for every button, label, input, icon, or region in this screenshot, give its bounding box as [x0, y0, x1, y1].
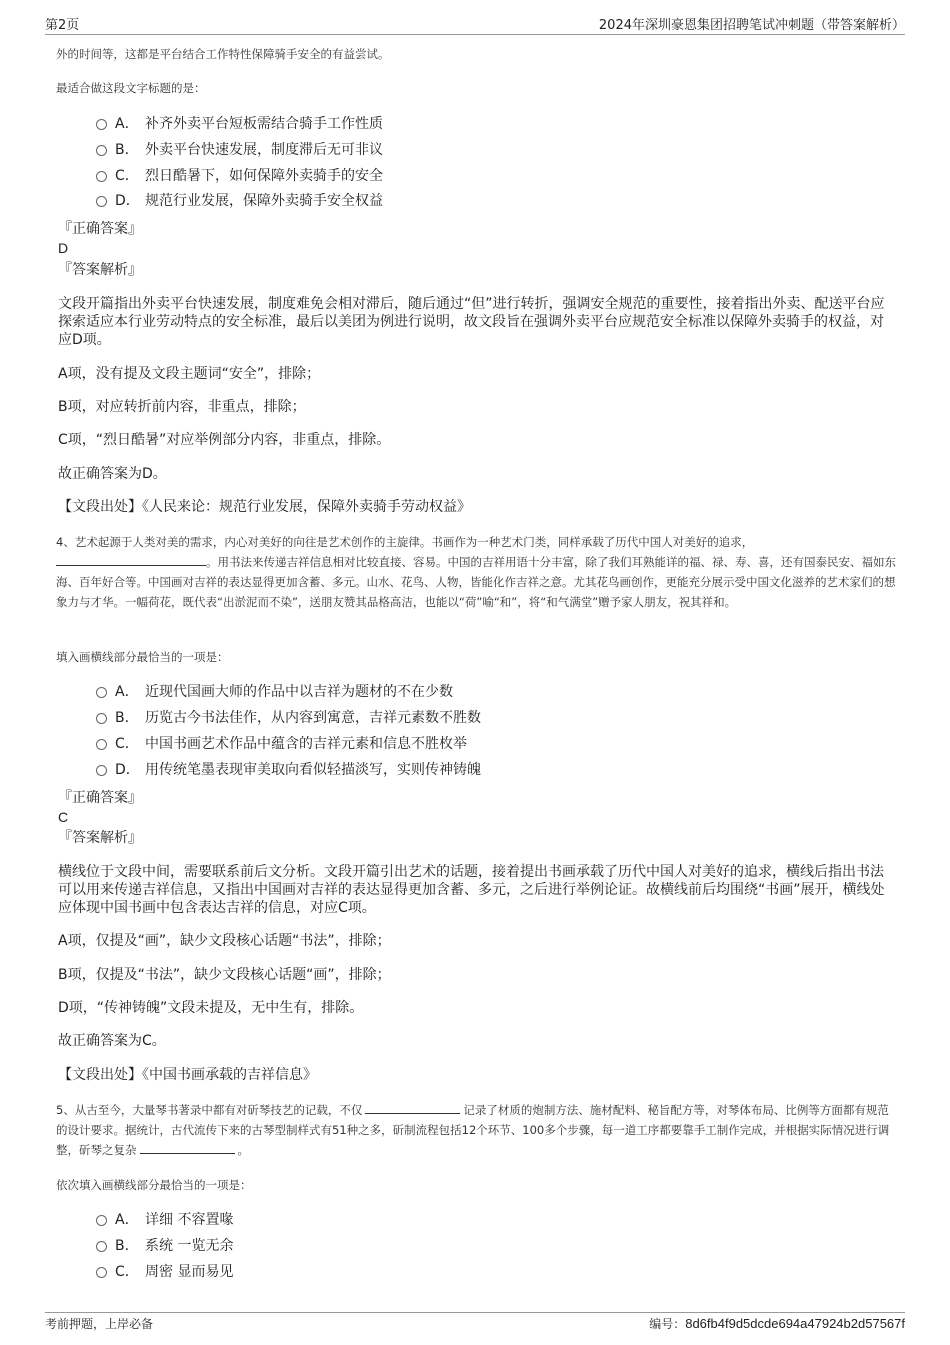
q4-note-d: D项，“传神铸魄”文段未提及，无中生有，排除。 [58, 1000, 364, 1016]
q4-note-a: A项，仅提及“画”，缺少文段核心话题“书法”，排除； [58, 933, 391, 949]
q4-option-d[interactable]: D． 用传统笔墨表现审美取向看似轻描淡写，实则传神铸魄 [96, 759, 481, 781]
page-footer [45, 1312, 905, 1339]
q4-conclusion: 故正确答案为C。 [58, 1033, 166, 1049]
q5-stem: 5、从古至今，大量琴书著录中都有对斫琴技艺的记载，不仅 记录了材质的炮制方法、施材配料、秘旨配方等，对琴体布局、比例等方面都有规范的设计要求。据统计，古代流传下来的古琴型制样式有51种之多，斫制流程包括12个环节、100多个步骤，每一道工序都要靠手工制作完成，并根据实际情况进行调整，斫琴之复杂 。 [56, 1103, 890, 1157]
q4-analysis: 横线位于文段中间，需要联系前后文分析。文段开篇引出艺术的话题，接着提出书画承载了历代中国人对美好的追求，横线后指出书法可以用来传递吉祥信息，又指出中国画对吉祥的表达显得更加含蓄、多元，之后进行举例论证。故横线前后均围绕“书画”展开，横线处应体现中国书画中包含表达吉祥的信息，对应C项。 [58, 864, 885, 916]
q3-source: 【文段出处】《人民来论：规范行业发展，保障外卖骑手劳动权益》 [58, 499, 471, 515]
radio-icon[interactable] [96, 687, 107, 698]
radio-icon[interactable] [96, 1241, 107, 1252]
radio-icon[interactable] [96, 1215, 107, 1226]
q3-stem-tail: 外的时间等，这都是平台结合工作特性保障骑手安全的有益尝试。 [56, 47, 390, 61]
q4-option-a[interactable]: A． 近现代国画大师的作品中以吉祥为题材的不在少数 [96, 681, 453, 703]
q5-blank-2 [140, 1141, 235, 1154]
q3-note-b: B项，对应转折前内容，非重点，排除； [58, 399, 306, 415]
page-number: 第2页 [45, 18, 80, 33]
radio-icon[interactable] [96, 171, 107, 182]
q5-option-a[interactable]: A． 详细 不容置喙 [96, 1209, 233, 1231]
q3-option-c[interactable]: C． 烈日酷暑下，如何保障外卖骑手的安全 [96, 165, 383, 187]
radio-icon[interactable] [96, 713, 107, 724]
q4-answer-tag: 『正确答案』 [58, 790, 142, 806]
q3-option-a[interactable]: A． 补齐外卖平台短板需结合骑手工作性质 [96, 113, 383, 135]
radio-icon[interactable] [96, 1267, 107, 1278]
q4-option-b[interactable]: B． 历览古今书法佳作，从内容到寓意，吉祥元素数不胜数 [96, 707, 481, 729]
q4-prompt: 填入画横线部分最恰当的一项是： [56, 650, 229, 664]
q4-option-c[interactable]: C． 中国书画艺术作品中蕴含的吉祥元素和信息不胜枚举 [96, 733, 467, 755]
q4-stem: 4、艺术起源于人类对美的需求，内心对美好的向往是艺术创作的主旋律。书画作为一种艺术门类，同样承载了历代中国人对美好的追求， 。用书法来传递吉祥信息相对比较直接、容易。中国的吉祥用语十分丰富，除了我们耳熟能详的福、禄、寿、喜，还有国泰民安、福如东海、百年好合等。中国画对吉祥的表达显得更加含蓄、多元。山水、花鸟、人物，皆能化作吉祥之意。尤其花鸟画创作，更能充分展示受中国文化滋养的艺术家们的想象力与才华。一幅荷花，既代表“出淤泥而不染”，送朋友赞其品格高洁，也能以“荷”喻“和”，将“和气满堂”赠予家人朋友，祝其祥和。 [56, 535, 896, 609]
q3-note-c: C项，“烈日酷暑”对应举例部分内容，非重点，排除。 [58, 432, 391, 448]
q3-analysis: 文段开篇指出外卖平台快速发展，制度难免会相对滞后，随后通过“但”进行转折，强调安全规范的重要性，接着指出外卖、配送平台应探索适应本行业劳动特点的安全标准，最后以美团为例进行说明，故文段旨在强调外卖平台应规范安全标准以保障外卖骑手的权益，对应D项。 [58, 296, 885, 348]
radio-icon[interactable] [96, 196, 107, 207]
q3-answer: D [58, 240, 69, 256]
q3-analysis-tag: 『答案解析』 [58, 262, 142, 278]
q5-option-b[interactable]: B． 系统 一览无余 [96, 1235, 233, 1257]
footer-slogan: 考前押题，上岸必备 [45, 1317, 154, 1331]
document-title: 2024年深圳豪恩集团招聘笔试冲刺题（带答案解析） [598, 18, 905, 33]
q4-blank [56, 553, 206, 566]
q5-prompt: 依次填入画横线部分最恰当的一项是： [56, 1178, 252, 1192]
footer-code: 编号：8d6fb4f9d5dcde694a47924b2d57567f [649, 1316, 905, 1331]
radio-icon[interactable] [96, 145, 107, 156]
q4-source: 【文段出处】《中国书画承载的吉祥信息》 [58, 1067, 317, 1083]
radio-icon[interactable] [96, 119, 107, 130]
q4-answer: C [58, 809, 69, 825]
q5-option-c[interactable]: C． 周密 显而易见 [96, 1261, 233, 1283]
q3-prompt: 最适合做这段文字标题的是： [56, 81, 206, 95]
q3-note-a: A项，没有提及文段主题词“安全”，排除； [58, 366, 321, 382]
page-header [45, 12, 905, 35]
q3-conclusion: 故正确答案为D。 [58, 466, 167, 482]
q4-analysis-tag: 『答案解析』 [58, 830, 142, 846]
q3-option-d[interactable]: D． 规范行业发展，保障外卖骑手安全权益 [96, 190, 383, 212]
q3-answer-tag: 『正确答案』 [58, 221, 142, 237]
q5-blank-1 [365, 1101, 460, 1114]
radio-icon[interactable] [96, 765, 107, 776]
q4-note-b: B项，仅提及“书法”，缺少文段核心话题“画”，排除； [58, 967, 391, 983]
q3-option-b[interactable]: B． 外卖平台快速发展，制度滞后无可非议 [96, 139, 383, 161]
radio-icon[interactable] [96, 739, 107, 750]
